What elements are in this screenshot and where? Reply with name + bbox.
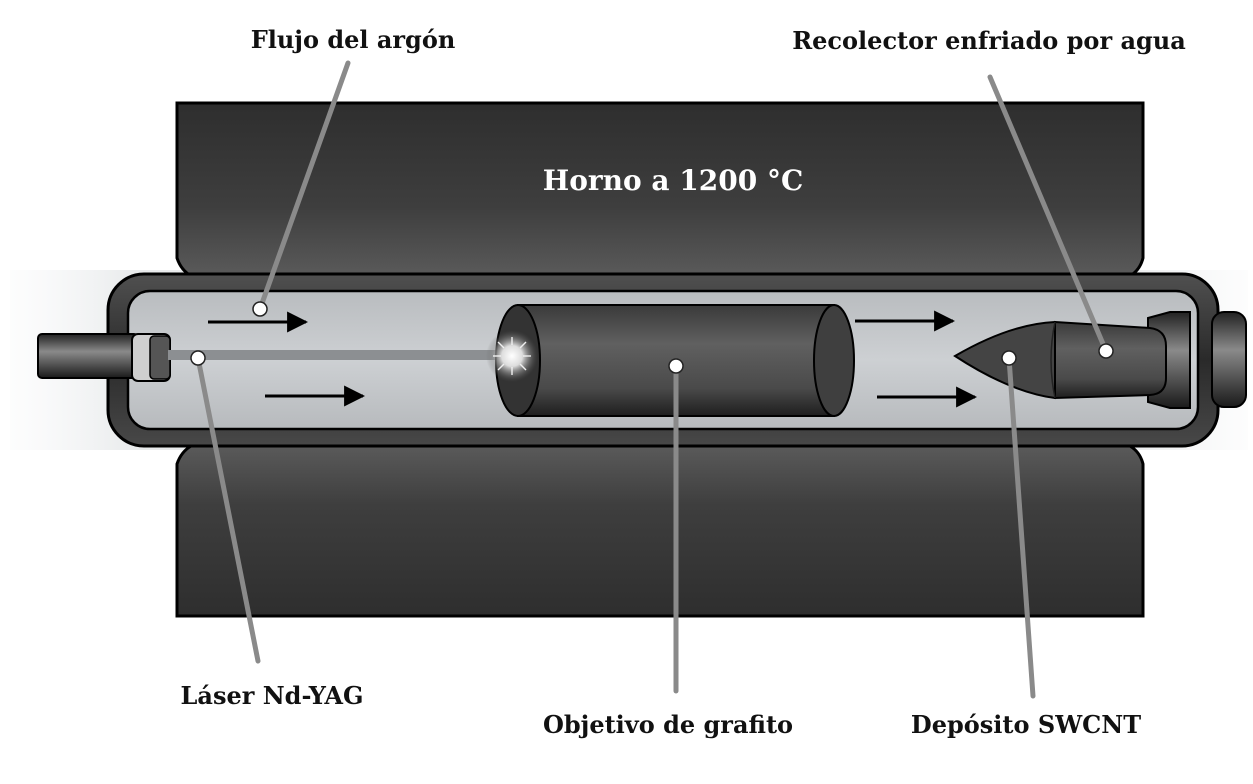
label-laser: Láser Nd-YAG [180,681,364,710]
collector-end-cap [1212,312,1246,407]
ablation-flash [486,330,538,382]
laser-beam [168,350,500,360]
dot-laser [191,351,205,365]
furnace-title: Horno a 1200 °C [542,164,804,197]
dot-argon-flow [253,302,267,316]
dot-target [669,359,683,373]
label-collector: Recolector enfriado por agua [792,26,1186,55]
dot-deposit [1002,351,1016,365]
label-argon-flow: Flujo del argón [250,25,456,54]
label-deposit: Depósito SWCNT [910,710,1142,739]
furnace-bottom [177,446,1143,616]
dot-collector [1099,344,1113,358]
laser-rod [38,334,170,381]
label-target: Objetivo de grafito [542,710,794,739]
